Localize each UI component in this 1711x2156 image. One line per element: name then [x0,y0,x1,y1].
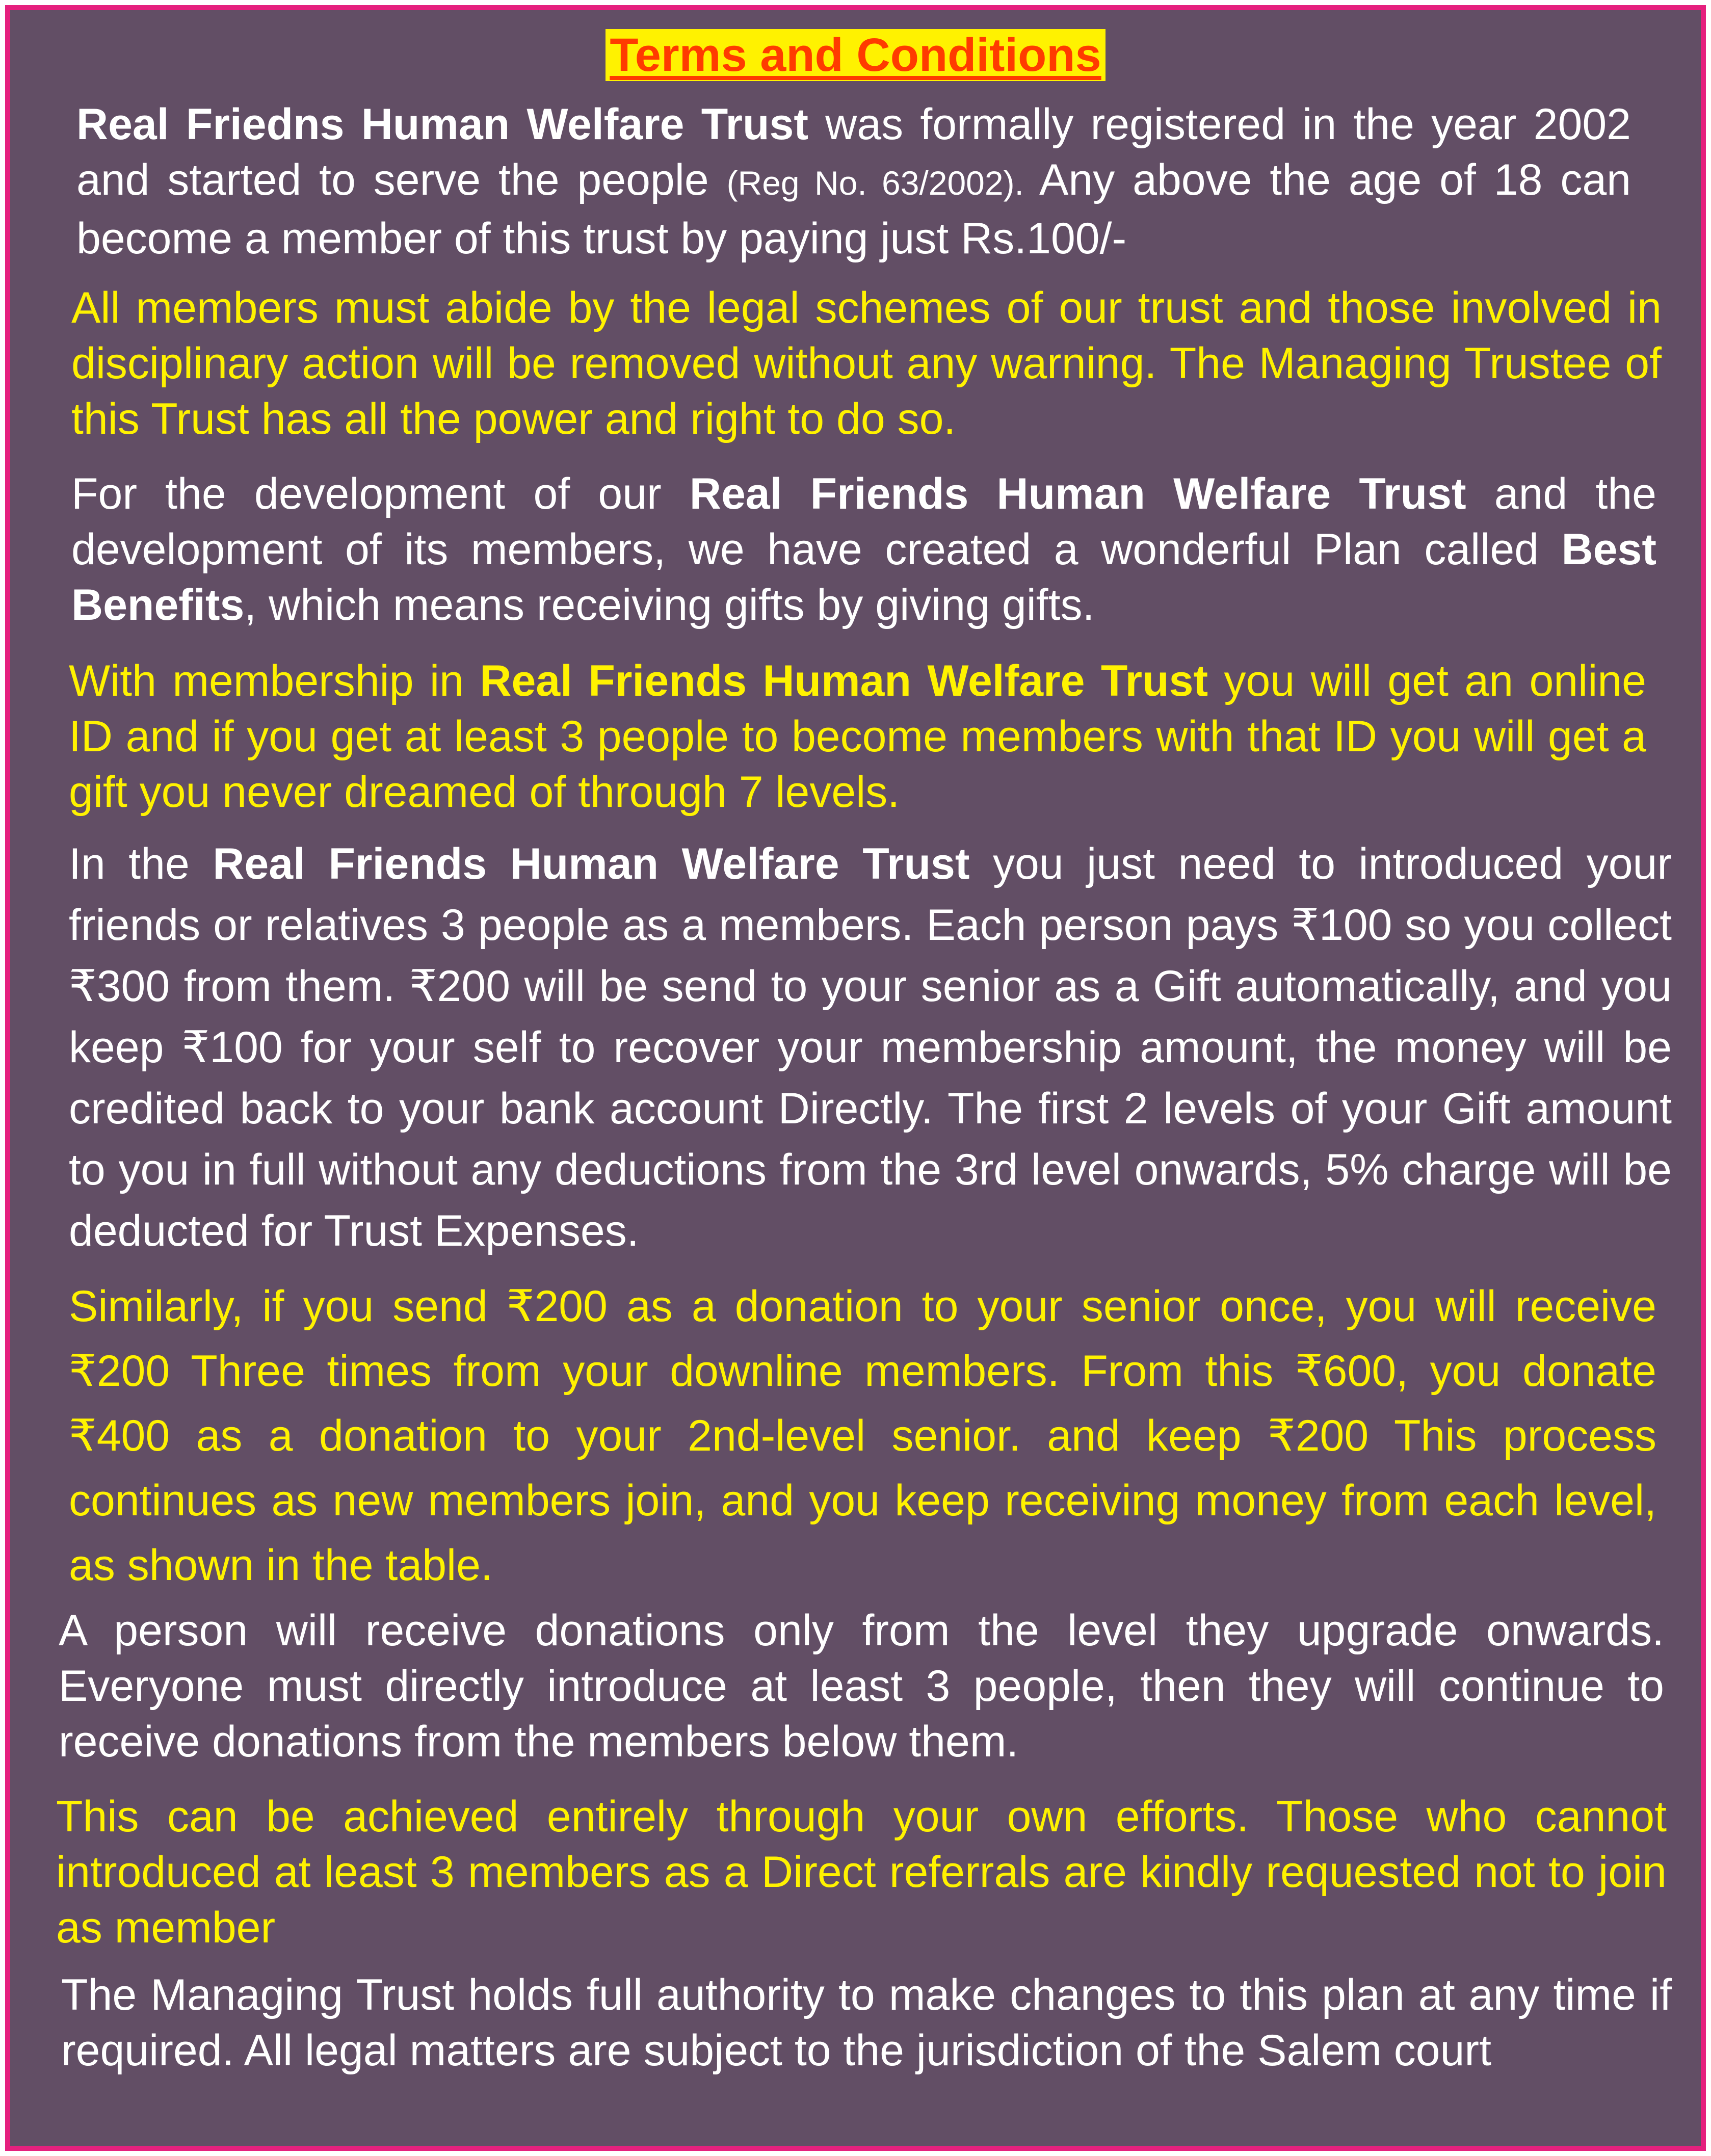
donation-paragraph [69,1274,1656,1598]
efforts-text: This can be achieved entirely through your own efforts. Those who cannot introduced at least 3 members as a Direct referrals are kindly requested not to join as member [56,1792,1667,1952]
donation-text: Similarly, if you send ₹200 as a donation to your senior once, you will receive ₹200 Three times from your downline members. From this ₹600, you donate ₹400 as a donation to your 2nd-level senior. and keep ₹200 This process continues as new members join, and you keep receiving money from each level, as shown in the table. [69,1282,1656,1590]
registration-text: was formally registered in the year 2002 and started to serve the people [76,100,1631,204]
plan-name: Best Benefits [71,525,1656,629]
efforts-paragraph [56,1789,1667,1956]
title-text: Terms and Conditions [606,29,1105,81]
upgrade-paragraph [59,1603,1664,1770]
authority-text: The Managing Trust holds full authority to make changes to this plan at any time if required. All legal matters are subject to the jurisdiction of the Salem court [61,1970,1672,2075]
plan-text-2: and the development of its members, we have created a wonderful Plan called [71,469,1657,574]
referral-text-1: In the [69,839,213,888]
trust-name: Real Friedns Human Welfare Trust [76,100,808,149]
rules-text: All members must abide by the legal schemes of our trust and those involved in disciplinary action will be removed without any warning. The Managing Trustee of this Trust has all the power and right to do so. [71,283,1662,443]
authority-paragraph [61,1967,1672,2079]
registration-number: (Reg No. 63/2002). [726,164,1024,202]
trust-name: Real Friends Human Welfare Trust [480,656,1208,705]
plan-paragraph [71,466,1656,633]
trust-name: Real Friends Human Welfare Trust [689,469,1466,518]
membership-text-1: With membership in [69,656,480,705]
referral-text-2: you just need to introduced your friends or relatives 3 people as a members. Each person pays ₹100 so you collect ₹300 from them. ₹200 will be send to your senior as a Gift automatically, and you keep ₹100 for your self to recover your membership amount, the money will be credited back to your bank account Directly. The first 2 levels of your Gift amount to you in full without any deductions from the 3rd level onwards, 5% charge will be deducted for Trust Expenses. [69,839,1672,1255]
plan-text-3: , which means receiving gifts by giving gifts. [244,581,1095,629]
membership-text-2: you will get an online ID and if you get at least 3 people to become members with that ID you will get a gift you never dreamed of through 7 levels. [69,656,1646,817]
referral-paragraph [69,833,1672,1261]
rules-paragraph [71,280,1662,447]
registration-paragraph [76,97,1631,267]
membership-paragraph [69,653,1646,820]
page-title [10,30,1701,81]
terms-panel [5,5,1706,2151]
trust-name: Real Friends Human Welfare Trust [213,839,970,888]
plan-text-1: For the development of our [71,469,690,518]
upgrade-text: A person will receive donations only from the level they upgrade onwards. Everyone must directly introduce at least 3 people, then they will continue to receive donations from the members below them. [59,1606,1664,1766]
membership-fee-text: Any above the age of 18 can become a member of this trust by paying just Rs.100/- [76,155,1631,263]
